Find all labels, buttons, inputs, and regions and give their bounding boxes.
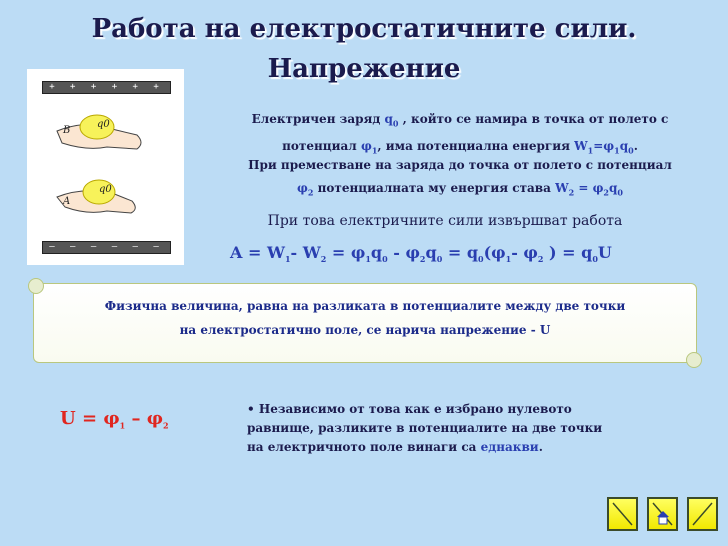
text: потенциал xyxy=(282,139,361,154)
definition-line2: на електростатично поле, се нарича напрежение - U xyxy=(179,323,551,337)
slide-title-line2: Напрежение xyxy=(267,54,461,84)
charge-label-top: q0 xyxy=(97,119,110,130)
note-text: • Независимо от това как е избрано нулевото равнище, разликите в потенциалите на две точки на електричното поле винаги са еднакви. xyxy=(247,402,603,454)
slide-title-line1: Работа на електростатичните сили. xyxy=(91,14,637,44)
charge-label-bottom: q0 xyxy=(99,184,112,195)
bullet: • xyxy=(247,402,255,416)
paragraph-move-charge xyxy=(210,154,710,204)
work-formula: $A = W_1-$ $W_2 = \varphi_1q_0 - \varphi_2q_0 = q_0(\varphi_1-$ $\varphi_2$ ) = $q_0U$ xyxy=(230,243,612,265)
home-icon xyxy=(649,499,676,529)
symbol-phi1: $\varphi_1$ xyxy=(360,139,378,156)
definition-scroll xyxy=(33,283,697,363)
diagonal-arrow-icon xyxy=(689,499,716,529)
symbol-q: $q_0$ xyxy=(384,112,399,129)
nav-home-button[interactable] xyxy=(647,497,678,531)
highlight-word: еднакви xyxy=(480,440,539,454)
nav-next-button[interactable] xyxy=(687,497,718,531)
point-a-label: A xyxy=(63,196,71,207)
paragraph-potential-energy: Електричен заряд $q_0$ , който се намира в точка от полето с потенциал $\varphi_1$, има потенциална енергия $W_1=\varphi_1q_0$. xyxy=(251,112,669,156)
symbol-phi2: $\varphi_2$ xyxy=(297,181,314,198)
nav-prev-button[interactable] xyxy=(607,497,638,531)
diagonal-arrow-icon xyxy=(609,499,636,529)
energy-w2-formula: $W_2 = \varphi_2q_0$ xyxy=(555,181,623,198)
negative-plate: – – – – – – – – – xyxy=(42,241,171,254)
definition-line1: Физична величина, равна на разликата в потенциалите между две точки xyxy=(104,299,626,313)
energy-w1-formula: $W_1=\varphi_1q_0$ xyxy=(574,139,634,156)
paragraph-work: При това електричните сили извършват работа xyxy=(267,213,623,229)
definition-text xyxy=(34,294,696,342)
positive-plate: + + + + + + + + + xyxy=(42,81,171,94)
point-b-label: B xyxy=(63,125,71,136)
text: При преместване на заряда до точка от полето с потенциал xyxy=(248,158,672,172)
text: , който се намира в точка от полето с xyxy=(398,112,669,126)
electric-field-figure xyxy=(27,69,184,265)
text: Електричен заряд xyxy=(251,112,385,126)
text: потенциалната му енергия става xyxy=(313,181,556,195)
text: , има потенциална енергия xyxy=(377,139,575,154)
voltage-formula: $U = \varphi_1 - \varphi_2$ xyxy=(60,408,169,431)
charge-hand-illustration xyxy=(27,69,184,265)
